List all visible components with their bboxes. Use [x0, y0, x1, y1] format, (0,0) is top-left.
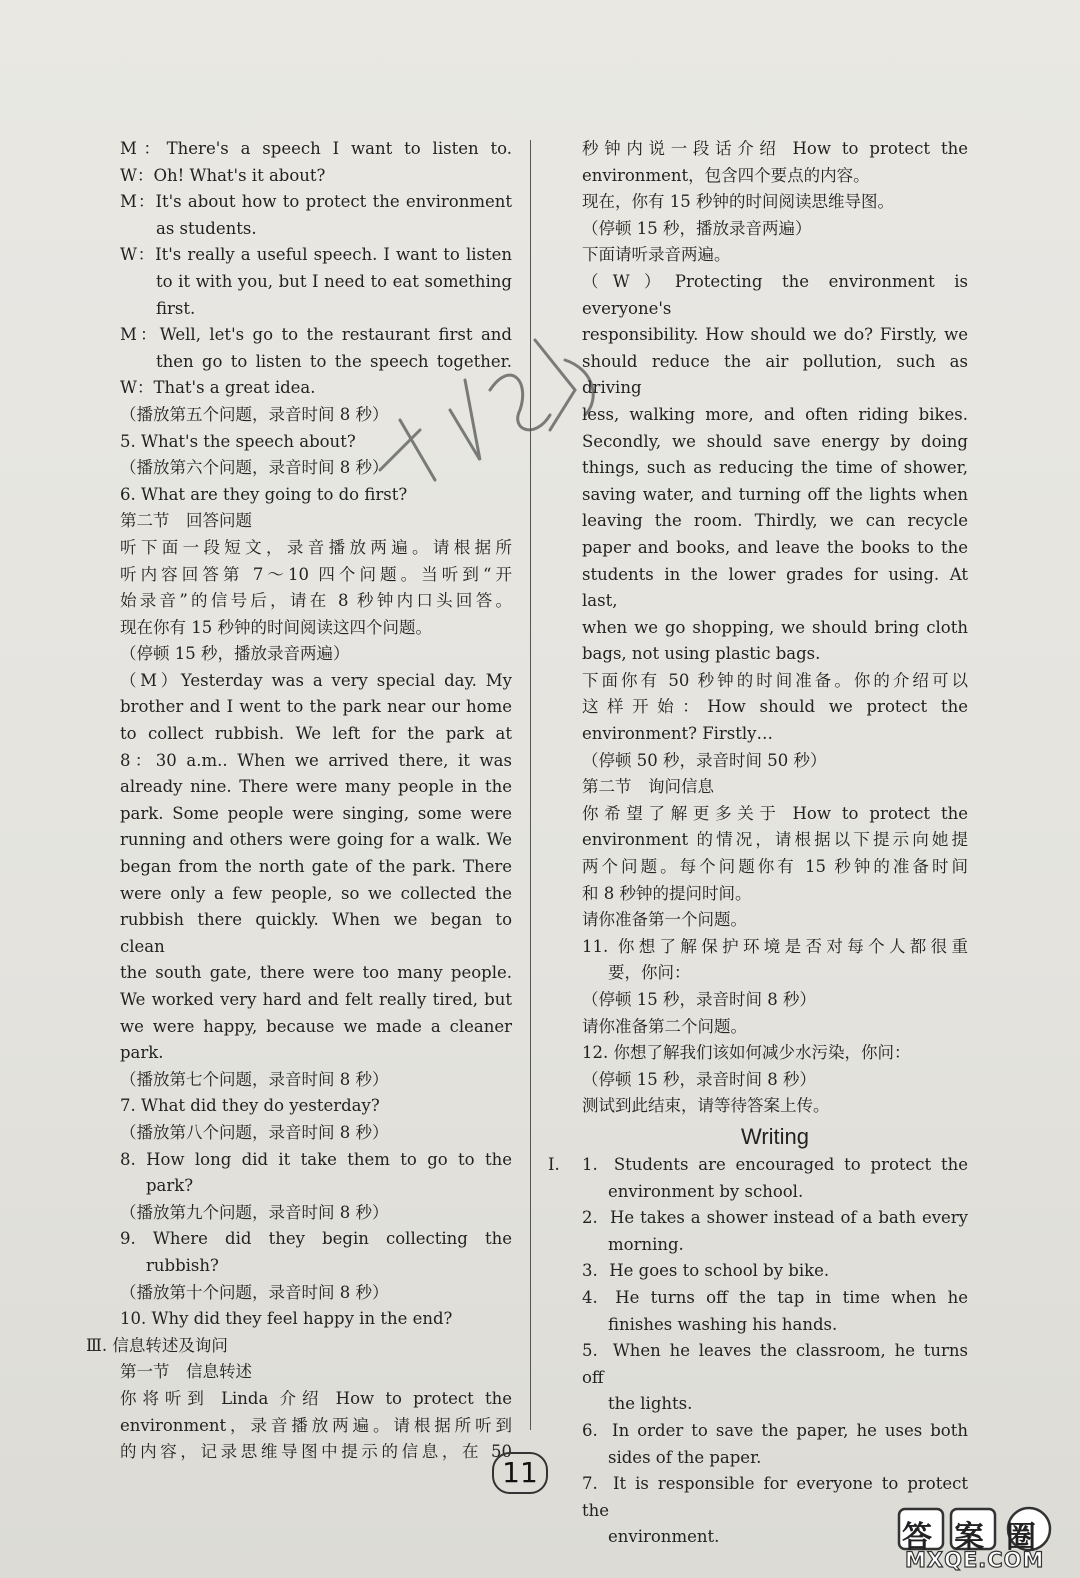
writing-answers	[548, 1152, 968, 1551]
left-column-line: to collect rubbish. We left for the park at	[120, 724, 512, 744]
left-column-line: 10. Why did they feel happy in the end?	[120, 1309, 453, 1329]
right-column-line: bags, not using plastic bags.	[582, 644, 821, 664]
writing-answer-item	[582, 1285, 968, 1338]
left-column-line: then go to listen to the speech together.	[156, 351, 512, 371]
left-column-line: （播放第六个问题，录音时间 8 秒）	[120, 458, 389, 478]
right-column-line: 两个问题。每个问题你有 15 秒钟的准备时间	[582, 857, 968, 877]
right-column-line: （停顿 15 秒，录音时间 8 秒）	[582, 1069, 816, 1089]
right-column-line: 现在，你有 15 秒钟的时间阅读思维导图。	[582, 192, 894, 212]
left-column-line: as students.	[156, 218, 257, 238]
left-column-line: to it with you, but I need to eat something	[156, 271, 512, 291]
left-column-line: 始录音”的信号后，请在 8 秒钟内口头回答。	[120, 591, 512, 611]
left-column-line: W：That's a great idea.	[120, 378, 316, 398]
writing-answer-number: 2.	[582, 1208, 598, 1228]
left-column-line: park?	[146, 1176, 194, 1196]
right-column-line: 下面你有 50 秒钟的时间准备。你的介绍可以	[582, 670, 968, 690]
right-column-line: when we go shopping, we should bring cloth	[582, 617, 968, 637]
watermark-logo-text: 答案圈	[902, 1520, 1058, 1555]
writing-answer-line	[582, 1338, 968, 1391]
writing-answer-item	[582, 1258, 968, 1285]
left-column-line: 第二节 回答问题	[120, 511, 252, 531]
left-column-line: 7. What did they do yesterday?	[120, 1096, 380, 1116]
left-column-line: 的内容，记录思维导图中提示的信息，在 50	[120, 1442, 512, 1462]
left-column-line: running and others were going for a walk. We	[120, 830, 512, 850]
right-column-line: 请你准备第一个问题。	[582, 910, 747, 930]
right-column-line: 12. 你想了解我们该如何减少水污染，你问：	[582, 1043, 911, 1063]
left-column-line: 听下面一段短文，录音播放两遍。请根据所	[120, 537, 512, 557]
right-column-line: things, such as reducing the time of shower,	[582, 458, 968, 478]
left-column-line: （播放第五个问题，录音时间 8 秒）	[120, 404, 389, 424]
right-column-line: 11. 你想了解保护环境是否对每个人都很重	[582, 936, 968, 956]
left-column-line: M：There's a speech I want to listen to.	[120, 139, 512, 158]
left-column-line: park.	[120, 1043, 164, 1063]
right-column-line: environment? Firstly…	[582, 724, 774, 744]
left-column-line: rubbish?	[146, 1255, 219, 1275]
left-column	[86, 136, 512, 1466]
writing-answer-text: In order to save the paper, he uses both	[612, 1420, 968, 1440]
right-column-line: 你希望了解更多关于 How to protect the	[582, 803, 968, 823]
right-column-line: paper and books, and leave the books to the	[582, 537, 968, 557]
right-column-line: students in the lower grades for using. At last,	[582, 564, 968, 611]
writing-answer-item	[582, 1338, 968, 1418]
left-column-line: 第一节 信息转述	[120, 1362, 252, 1382]
left-column-line: park. Some people were singing, some were	[120, 803, 512, 823]
writing-answer-number: 7.	[582, 1474, 598, 1494]
column-divider	[530, 140, 531, 1430]
right-column-line: （停顿 15 秒，播放录音两遍）	[582, 218, 812, 238]
writing-roman-numeral: Ⅰ.	[548, 1154, 560, 1174]
left-column-line: brother and I went to the park near our home	[120, 697, 512, 717]
right-column-line: 下面请听录音两遍。	[582, 245, 731, 265]
writing-answer-text: He goes to school by bike.	[609, 1261, 830, 1281]
writing-answer-item	[582, 1205, 968, 1258]
right-column-line: leaving the room. Thirdly, we can recycle	[582, 511, 968, 531]
writing-answer-text: When he leaves the classroom, he turns off	[582, 1341, 968, 1387]
left-column-line: W：Oh! What's it about?	[120, 165, 326, 185]
right-column-line: 这样开始：How should we protect the	[582, 697, 968, 717]
right-column-line: （停顿 15 秒，录音时间 8 秒）	[582, 990, 816, 1009]
left-column-line: already nine. There were many people in the	[120, 777, 512, 797]
left-column-line: 8：30 a.m.. When we arrived there, it was	[120, 750, 512, 770]
left-column-line: 8. How long did it take them to go to the	[120, 1149, 512, 1169]
writing-answer-continuation: environment.	[608, 1527, 720, 1547]
left-column-line: 现在你有 15 秒钟的时间阅读这四个问题。	[120, 617, 432, 637]
left-column-line: 6. What are they going to do first?	[120, 484, 408, 504]
right-column-line: environment，包含四个要点的内容。	[582, 165, 870, 185]
right-column-line: less, walking more, and often riding bikes.	[582, 404, 968, 424]
left-column-line: 听内容回答第 7～10 四个问题。当听到“开	[120, 564, 512, 584]
writing-answer-continuation: environment by school.	[608, 1181, 804, 1201]
writing-answer-continuation: morning.	[608, 1234, 684, 1254]
right-column-line: 秒钟内说一段话介绍 How to protect the	[582, 139, 968, 158]
right-column	[548, 136, 968, 1551]
left-column-line: （停顿 15 秒，播放录音两遍）	[120, 644, 350, 664]
writing-answer-number: 6.	[582, 1420, 598, 1440]
left-column-line: began from the north gate of the park. There	[120, 857, 512, 877]
left-column-line: 你将听到 Linda 介绍 How to protect the	[120, 1388, 512, 1408]
right-column-line: 要，你问：	[608, 963, 691, 983]
page-number: 11	[492, 1452, 548, 1494]
writing-answer-line	[582, 1285, 968, 1312]
writing-answer-continuation: finishes washing his hands.	[608, 1314, 838, 1334]
left-column-line: Ⅲ. 信息转述及询问	[86, 1335, 228, 1355]
right-column-line: 和 8 秒钟的提问时间。	[582, 883, 752, 903]
right-column-line: responsibility. How should we do? Firstly, we	[582, 325, 968, 345]
writing-answer-text: Students are encouraged to protect the	[613, 1154, 968, 1174]
left-column-line: （播放第十个问题，录音时间 8 秒）	[120, 1282, 389, 1302]
right-column-line: Secondly, we should save energy by doing	[582, 431, 968, 451]
left-column-line: M：It's about how to protect the environment	[120, 192, 512, 212]
right-column-line: environment 的情况，请根据以下提示向她提	[582, 830, 968, 850]
writing-answer-text: It is responsible for everyone to protect the	[582, 1474, 968, 1520]
left-column-line: the south gate, there were too many people.	[120, 963, 512, 983]
writing-answer-text: He turns off the tap in time when he	[615, 1287, 968, 1307]
left-column-line: W：It's really a useful speech. I want to listen	[120, 245, 512, 265]
left-column-line: （M）Yesterday was a very special day. My	[120, 670, 512, 690]
left-column-line: were only a few people, so we collected the	[120, 883, 512, 903]
right-column-line: （停顿 50 秒，录音时间 50 秒）	[582, 750, 827, 770]
right-column-line: 第二节 询问信息	[582, 777, 714, 797]
writing-answer-line	[582, 1205, 968, 1232]
left-column-line: 5. What's the speech about?	[120, 431, 356, 451]
left-column-line: 9. Where did they begin collecting the	[120, 1229, 512, 1249]
right-column-line: 测试到此结束，请等待答案上传。	[582, 1096, 830, 1116]
writing-answer-item	[548, 1152, 968, 1205]
writing-answer-item	[582, 1418, 968, 1471]
left-column-line: we were happy, because we made a cleaner	[120, 1016, 512, 1036]
writing-answer-number: 4.	[582, 1287, 598, 1307]
writing-answer-line	[582, 1152, 968, 1179]
left-column-line: （播放第九个问题，录音时间 8 秒）	[120, 1202, 389, 1222]
writing-answer-number: 1.	[582, 1154, 598, 1174]
left-column-line: （播放第八个问题，录音时间 8 秒）	[120, 1122, 389, 1142]
watermark-text: MXQE.COM	[905, 1548, 1045, 1572]
right-column-line: 请你准备第二个问题。	[582, 1016, 747, 1036]
writing-section-title: Writing	[740, 1123, 810, 1149]
left-column-line: environment，录音播放两遍。请根据所听到	[120, 1415, 512, 1435]
writing-answer-number: 5.	[582, 1341, 598, 1361]
writing-answer-continuation: the lights.	[608, 1394, 693, 1414]
writing-answer-number: 3.	[582, 1261, 598, 1281]
right-column-line: saving water, and turning off the lights when	[582, 484, 968, 504]
right-column-line: （W）Protecting the environment is everyone's	[582, 271, 968, 318]
right-column-line: should reduce the air pollution, such as driving	[582, 351, 968, 398]
writing-answer-text: He takes a shower instead of a bath every	[609, 1208, 968, 1228]
left-column-line: M：Well, let's go to the restaurant first and	[120, 325, 512, 345]
writing-answer-line	[582, 1258, 968, 1285]
left-column-line: first.	[156, 298, 196, 318]
left-column-line: （播放第七个问题，录音时间 8 秒）	[120, 1069, 389, 1089]
writing-answer-line	[582, 1418, 968, 1445]
writing-answer-continuation: sides of the paper.	[608, 1447, 762, 1467]
left-column-line: rubbish there quickly. When we began to clean	[120, 910, 512, 956]
left-column-line: We worked very hard and felt really tired, but	[120, 990, 512, 1009]
